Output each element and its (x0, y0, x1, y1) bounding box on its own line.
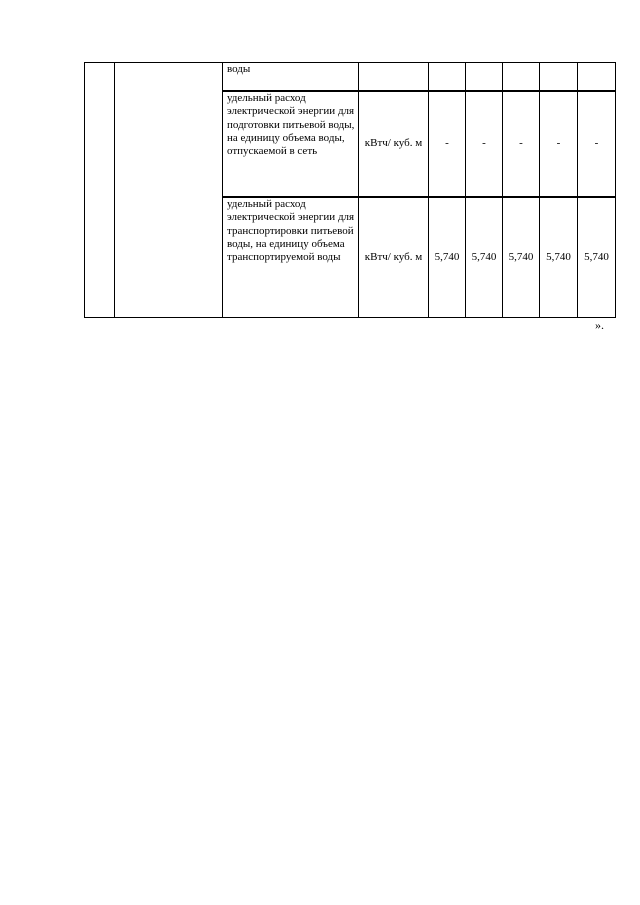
value-cell: - (429, 91, 466, 197)
value-cell: - (578, 91, 616, 197)
value-cell: 5,740 (466, 197, 503, 318)
indicator-table (84, 62, 616, 318)
value-cell (540, 63, 578, 92)
value-cell (429, 63, 466, 92)
value-cell: - (466, 91, 503, 197)
value-cell: - (540, 91, 578, 197)
indicator-description: воды (223, 63, 359, 92)
unit-cell: кВтч/ куб. м (359, 91, 429, 197)
closing-quote-mark: ». (595, 318, 604, 332)
value-cell (466, 63, 503, 92)
value-cell: 5,740 (503, 197, 540, 318)
table-row (85, 63, 616, 92)
indicator-description: удельный расход электрической энергии для транспортировки питьевой воды, на единицу объема транспортируемой воды (223, 197, 359, 318)
value-cell (503, 63, 540, 92)
value-cell: 5,740 (540, 197, 578, 318)
value-cell (578, 63, 616, 92)
indicator-group-cell (115, 63, 223, 318)
row-number-cell (85, 63, 115, 318)
unit-cell: кВтч/ куб. м (359, 197, 429, 318)
value-cell: - (503, 91, 540, 197)
unit-cell (359, 63, 429, 92)
value-cell: 5,740 (578, 197, 616, 318)
value-cell: 5,740 (429, 197, 466, 318)
indicator-description: удельный расход электрической энергии для подготовки питьевой воды, на единицу объема воды, отпускаемой в сеть (223, 91, 359, 197)
